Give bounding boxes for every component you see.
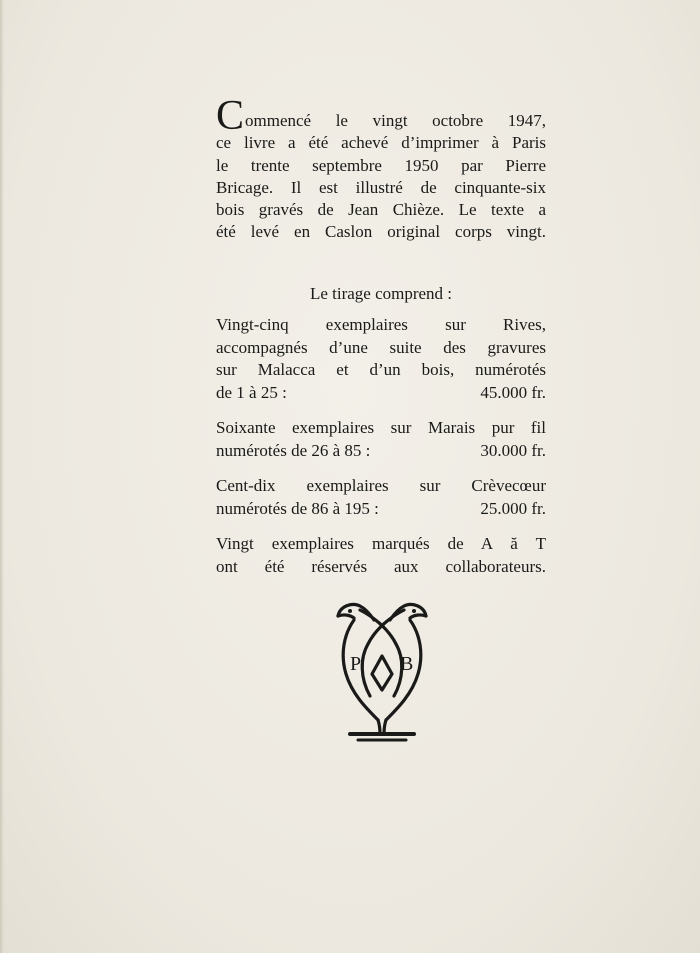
entry-line: Soixante exemplaires sur Marais pur fil [216,418,546,437]
entry-line: Vingt exemplaires marqués de A ă T [216,534,546,553]
edition-entry-marais [216,417,546,462]
edition-entry-crevecoeur [216,475,546,520]
colophon-line: le trente septembre 1950 par Pierre [216,155,546,175]
entry-line: accompagnés d’une suite des gravures [216,337,546,357]
entry-numbering: de 1 à 25 : [216,382,287,402]
colophon-line: Bricage. Il est illustré de cinquante-six [216,177,546,197]
entry-price-line [216,382,546,405]
colophon-line-text: ommencé le vingt octobre 1947, [245,111,546,130]
entry-numbering: numérotés de 86 à 195 : [216,498,379,518]
edition-entry-collaborateurs [216,533,546,578]
entry-price-line [216,440,546,463]
monogram-letter-b: B [400,653,414,675]
colophon-line: bois gravés de Jean Chièze. Le texte a [216,200,546,220]
page-edge-shadow [0,0,4,953]
entry-price: 45.000 fr. [480,382,546,402]
colophon-line: été levé en Caslon original corps vingt. [216,222,546,242]
entry-price: 25.000 fr. [480,498,546,518]
double-bird-monogram-icon [330,598,434,746]
colophon-line [216,93,546,139]
printer-mark [330,598,434,746]
colophon-line: ce livre a été achevé d’imprimer à Paris [216,133,546,153]
entry-line: Cent-dix exemplaires sur Crèvecœur [216,476,546,495]
entry-price-line [216,498,546,521]
entry-price: 30.000 fr. [480,440,546,460]
colophon [216,93,546,576]
entry-line: Vingt-cinq exemplaires sur Rives, [216,315,546,334]
tirage-heading: Le tirage comprend : [309,284,453,303]
edition-entry-rives [216,314,546,404]
entry-numbering: numérotés de 26 à 85 : [216,440,371,460]
entry-line: sur Malacca et d’un bois, numérotés [216,360,546,379]
entry-line: ont été réservés aux collaborateurs. [216,556,546,576]
colophon-paragraph [216,93,546,244]
drop-cap: C [216,93,245,139]
monogram-letter-p: P [350,653,362,675]
